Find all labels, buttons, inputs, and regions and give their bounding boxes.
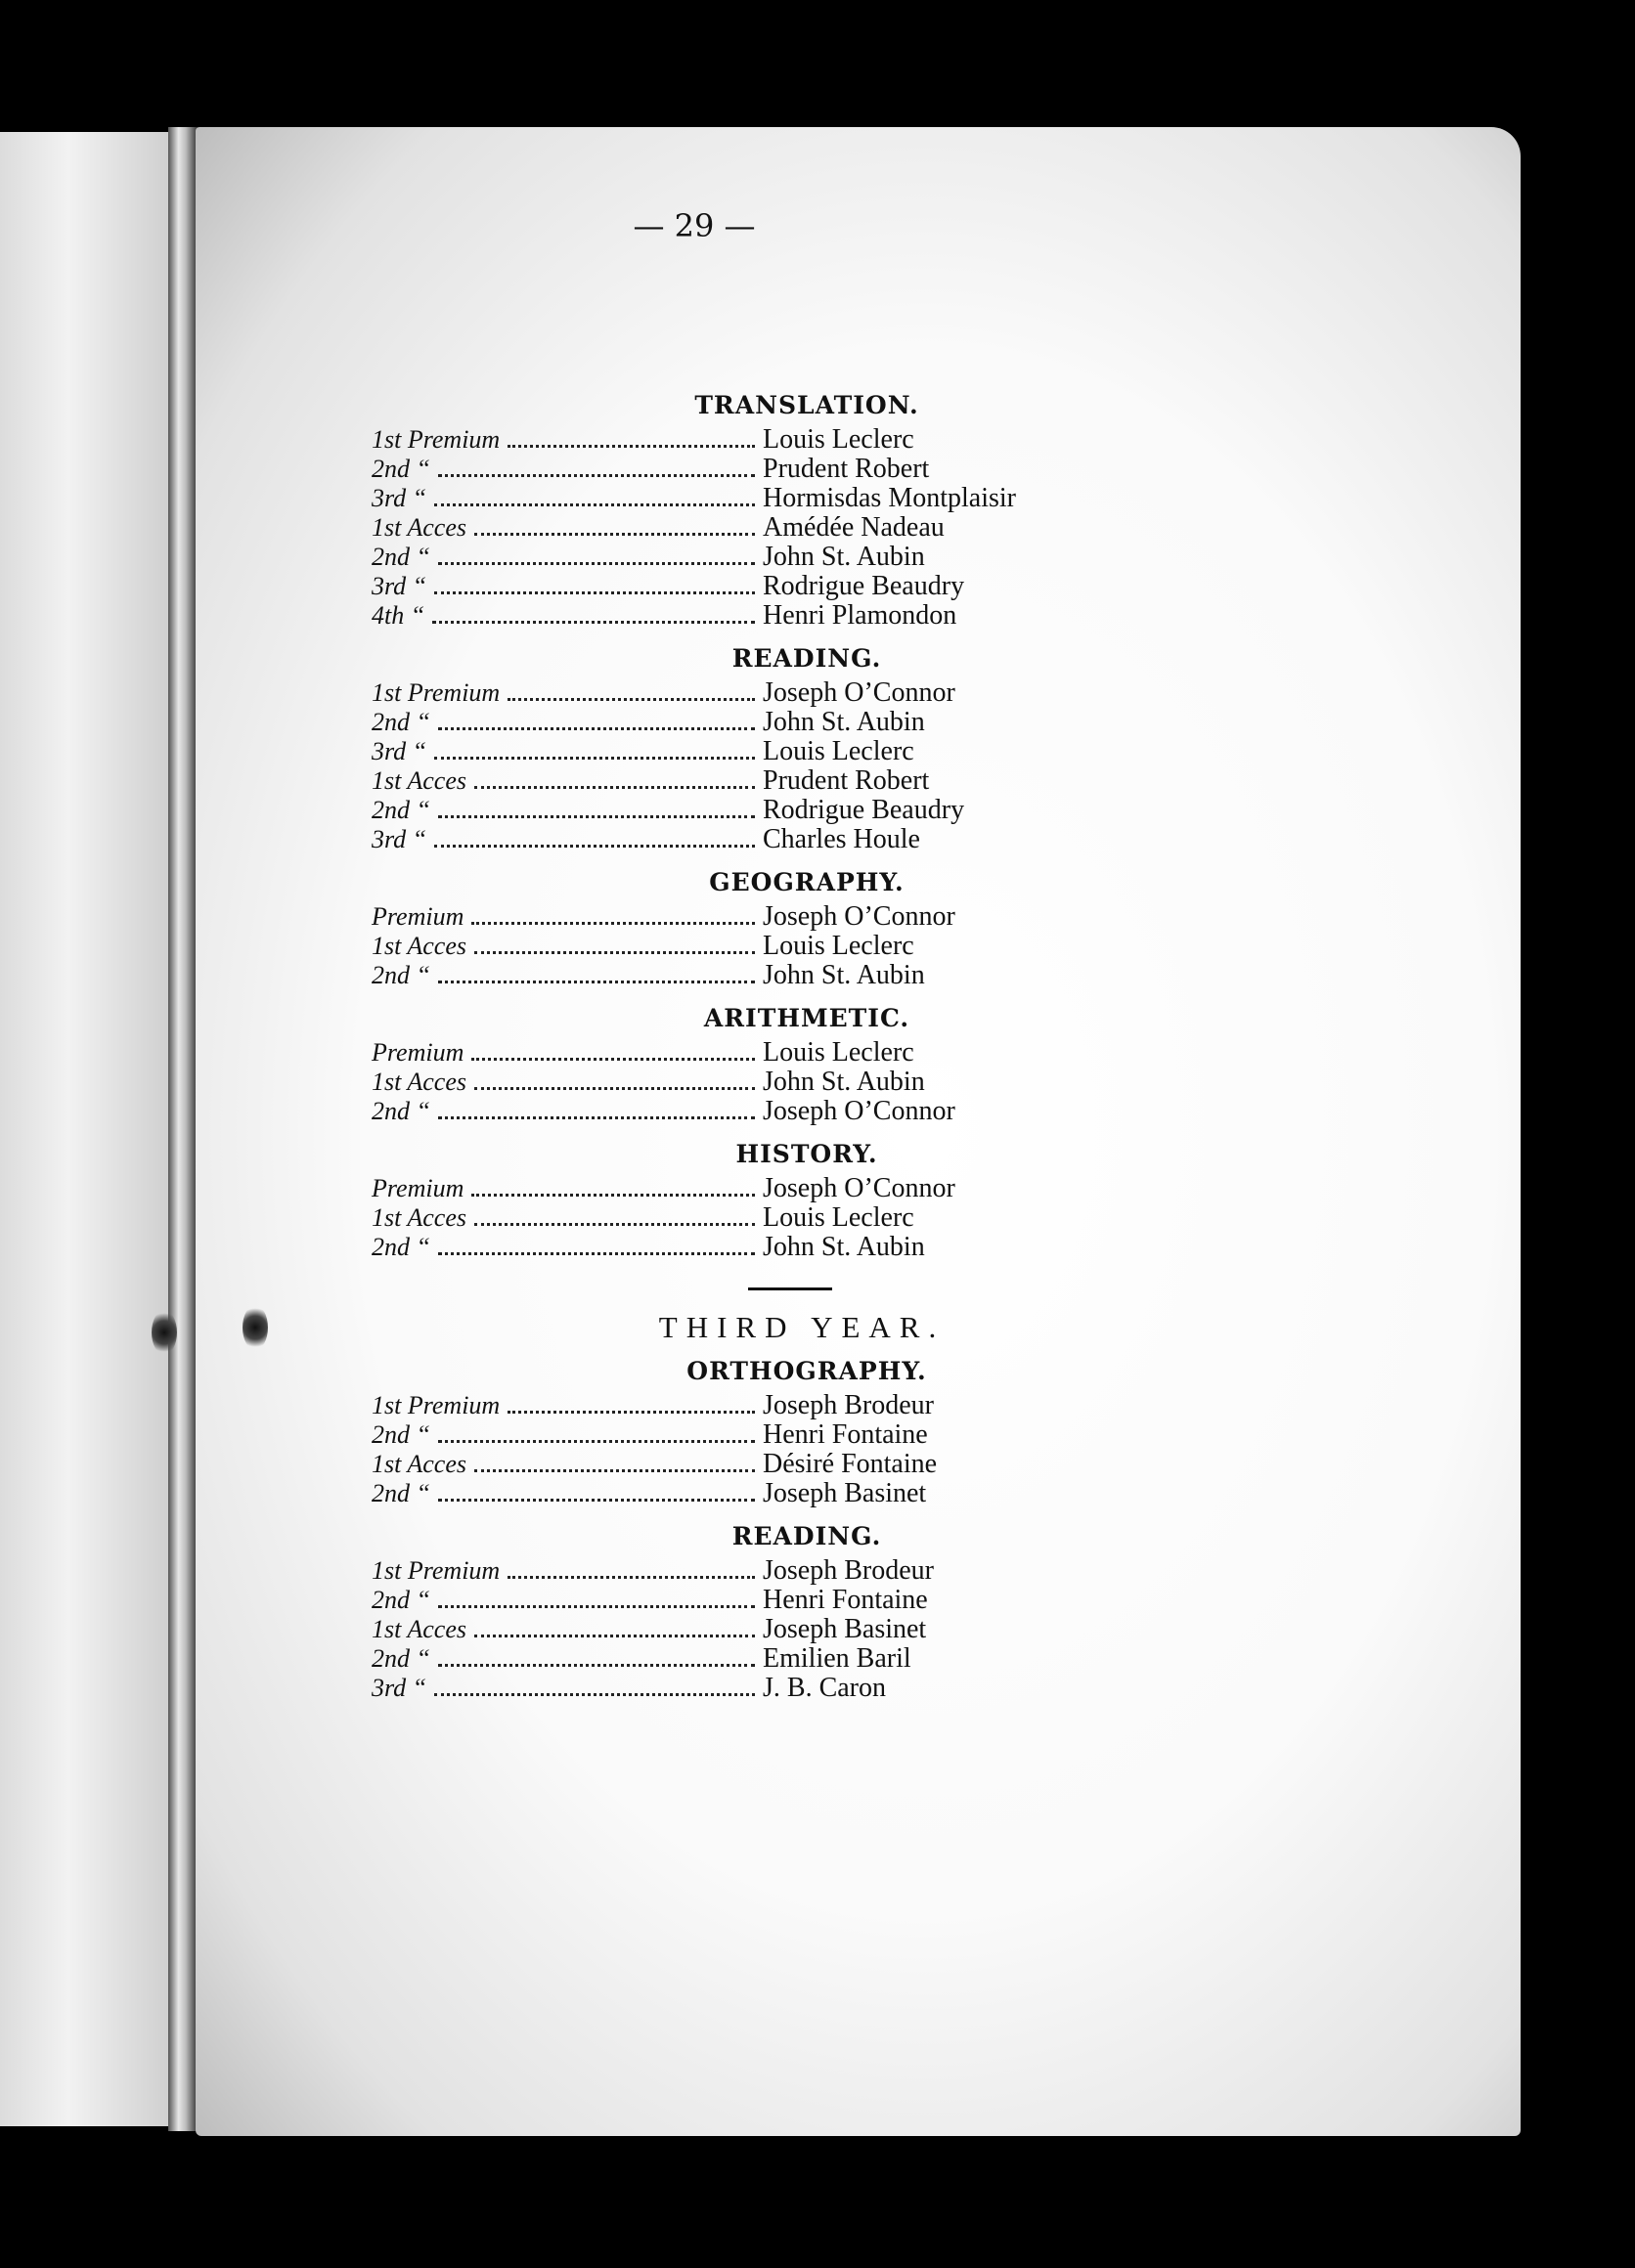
student-name: Louis Leclerc xyxy=(763,1037,914,1068)
section-heading: ORTHOGRAPHY. xyxy=(686,1357,927,1385)
award-rank: 1st Premium xyxy=(372,678,501,707)
section-heading: TRANSLATION. xyxy=(694,391,919,419)
dot-leader xyxy=(471,922,755,925)
award-row xyxy=(372,1644,1076,1674)
student-name: Prudent Robert xyxy=(763,454,930,484)
book-spine xyxy=(168,127,198,2131)
dot-leader xyxy=(432,621,755,624)
award-rank: 1st Acces xyxy=(372,1068,466,1096)
student-name: Louis Leclerc xyxy=(763,1202,914,1233)
dot-leader xyxy=(438,562,755,565)
page-number: — 29 — xyxy=(633,207,756,244)
dot-leader xyxy=(434,757,755,760)
dot-leader xyxy=(508,1576,755,1579)
award-row xyxy=(372,543,1076,572)
dot-leader xyxy=(508,698,755,701)
award-row xyxy=(372,1479,1076,1508)
award-rank: 2nd “ xyxy=(372,796,430,824)
award-row xyxy=(372,932,1076,961)
dot-leader xyxy=(438,1440,755,1443)
award-rank: Premium xyxy=(372,902,464,931)
dot-leader xyxy=(438,727,755,730)
award-row xyxy=(372,1556,1076,1586)
dot-leader xyxy=(438,1499,755,1502)
student-name: Henri Fontaine xyxy=(763,1419,928,1450)
award-rank: 2nd “ xyxy=(372,1233,430,1261)
section xyxy=(372,644,1076,854)
prize-list xyxy=(372,391,1076,1717)
award-rank: 1st Acces xyxy=(372,513,466,542)
award-rank: 1st Acces xyxy=(372,932,466,960)
award-rank: 4th “ xyxy=(372,601,425,630)
facing-page-edge xyxy=(0,132,171,2126)
student-name: Rodrigue Beaudry xyxy=(763,795,965,825)
student-name: John St. Aubin xyxy=(763,707,925,737)
year-heading: THIRD YEAR. xyxy=(658,1310,946,1344)
dot-leader xyxy=(438,815,755,818)
award-row xyxy=(372,766,1076,796)
student-name: Désiré Fontaine xyxy=(763,1449,938,1479)
student-name: J. B. Caron xyxy=(763,1673,886,1703)
award-row xyxy=(372,513,1076,543)
award-rank: 1st Acces xyxy=(372,1615,466,1643)
student-name: Joseph Basinet xyxy=(763,1614,927,1644)
award-rank: 1st Acces xyxy=(372,1450,466,1478)
award-row xyxy=(372,737,1076,766)
dot-leader xyxy=(434,591,755,594)
student-name: Henri Fontaine xyxy=(763,1585,928,1615)
award-row xyxy=(372,425,1076,455)
section xyxy=(372,1357,1076,1508)
dot-leader xyxy=(434,1693,755,1696)
award-rank: 2nd “ xyxy=(372,708,430,736)
dot-leader xyxy=(471,1194,755,1197)
dot-leader xyxy=(434,503,755,506)
award-row xyxy=(372,1391,1076,1420)
dot-leader xyxy=(474,951,755,954)
award-row xyxy=(372,1174,1076,1203)
section xyxy=(372,1140,1076,1262)
dot-leader xyxy=(474,1087,755,1090)
award-rank: 1st Acces xyxy=(372,766,466,795)
award-rank: 2nd “ xyxy=(372,543,430,571)
award-rank: 3rd “ xyxy=(372,737,427,765)
award-rank: 1st Premium xyxy=(372,425,501,454)
award-row xyxy=(372,1233,1076,1262)
section xyxy=(372,868,1076,990)
award-row xyxy=(372,484,1076,513)
award-row xyxy=(372,708,1076,737)
student-name: Joseph O’Connor xyxy=(763,901,955,932)
award-row xyxy=(372,1203,1076,1233)
award-row xyxy=(372,825,1076,854)
award-row xyxy=(372,1586,1076,1615)
dot-leader xyxy=(438,1252,755,1255)
dot-leader xyxy=(438,1664,755,1667)
dot-leader xyxy=(474,1635,755,1637)
student-name: Henri Plamondon xyxy=(763,600,957,631)
section xyxy=(372,391,1076,631)
award-row xyxy=(372,1068,1076,1097)
ink-blot xyxy=(243,1305,268,1350)
award-rank: 3rd “ xyxy=(372,572,427,600)
dot-leader xyxy=(438,981,755,983)
award-row xyxy=(372,678,1076,708)
student-name: Prudent Robert xyxy=(763,765,930,796)
award-rank: 3rd “ xyxy=(372,825,427,853)
award-rank: 2nd “ xyxy=(372,1097,430,1125)
dot-leader xyxy=(508,445,755,448)
section-divider xyxy=(748,1287,832,1290)
section-heading: ARITHMETIC. xyxy=(703,1004,910,1032)
award-row xyxy=(372,1615,1076,1644)
student-name: Joseph Brodeur xyxy=(763,1555,934,1586)
dot-leader xyxy=(438,1605,755,1608)
award-rank: 2nd “ xyxy=(372,961,430,989)
award-rank: 1st Acces xyxy=(372,1203,466,1232)
student-name: Emilien Baril xyxy=(763,1643,911,1674)
award-rank: 2nd “ xyxy=(372,1586,430,1614)
student-name: Joseph Basinet xyxy=(763,1478,927,1508)
award-row xyxy=(372,572,1076,601)
dot-leader xyxy=(474,1469,755,1472)
dot-leader xyxy=(474,1223,755,1226)
award-rank: Premium xyxy=(372,1038,464,1067)
student-name: Joseph O’Connor xyxy=(763,1173,955,1203)
award-rank: 2nd “ xyxy=(372,1479,430,1507)
award-rank: 2nd “ xyxy=(372,1420,430,1449)
award-row xyxy=(372,1420,1076,1450)
student-name: Joseph Brodeur xyxy=(763,1390,934,1420)
student-name: Charles Houle xyxy=(763,824,920,854)
award-row xyxy=(372,455,1076,484)
student-name: Amédée Nadeau xyxy=(763,512,945,543)
dot-leader xyxy=(508,1411,755,1414)
student-name: Joseph O’Connor xyxy=(763,677,955,708)
student-name: John St. Aubin xyxy=(763,1232,925,1262)
student-name: Louis Leclerc xyxy=(763,424,914,455)
section xyxy=(372,1522,1076,1703)
student-name: John St. Aubin xyxy=(763,960,925,990)
award-rank: 1st Premium xyxy=(372,1391,501,1419)
section-heading: READING. xyxy=(731,644,882,673)
dot-leader xyxy=(474,533,755,536)
ink-blot xyxy=(152,1310,177,1355)
student-name: Hormisdas Montplaisir xyxy=(763,483,1016,513)
student-name: Rodrigue Beaudry xyxy=(763,571,965,601)
award-rank: 2nd “ xyxy=(372,455,430,483)
dot-leader xyxy=(434,845,755,848)
dot-leader xyxy=(471,1058,755,1061)
dot-leader xyxy=(438,474,755,477)
award-row xyxy=(372,601,1076,631)
award-row xyxy=(372,1674,1076,1703)
dot-leader xyxy=(438,1116,755,1119)
student-name: Louis Leclerc xyxy=(763,931,914,961)
student-name: Louis Leclerc xyxy=(763,736,914,766)
section-heading: GEOGRAPHY. xyxy=(709,868,905,896)
award-row xyxy=(372,902,1076,932)
award-row xyxy=(372,1097,1076,1126)
third-year-sections xyxy=(372,1357,1076,1703)
section-heading: HISTORY. xyxy=(735,1140,878,1168)
award-rank: 2nd “ xyxy=(372,1644,430,1673)
award-rank: Premium xyxy=(372,1174,464,1202)
section xyxy=(372,1004,1076,1126)
award-row xyxy=(372,1038,1076,1068)
award-rank: 1st Premium xyxy=(372,1556,501,1585)
award-rank: 3rd “ xyxy=(372,1674,427,1702)
award-row xyxy=(372,1450,1076,1479)
student-name: John St. Aubin xyxy=(763,1067,925,1097)
student-name: John St. Aubin xyxy=(763,542,925,572)
section-heading: READING. xyxy=(731,1522,882,1550)
award-row xyxy=(372,961,1076,990)
award-row xyxy=(372,796,1076,825)
second-year-sections xyxy=(372,391,1076,1262)
award-rank: 3rd “ xyxy=(372,484,427,512)
dot-leader xyxy=(474,786,755,789)
student-name: Joseph O’Connor xyxy=(763,1096,955,1126)
